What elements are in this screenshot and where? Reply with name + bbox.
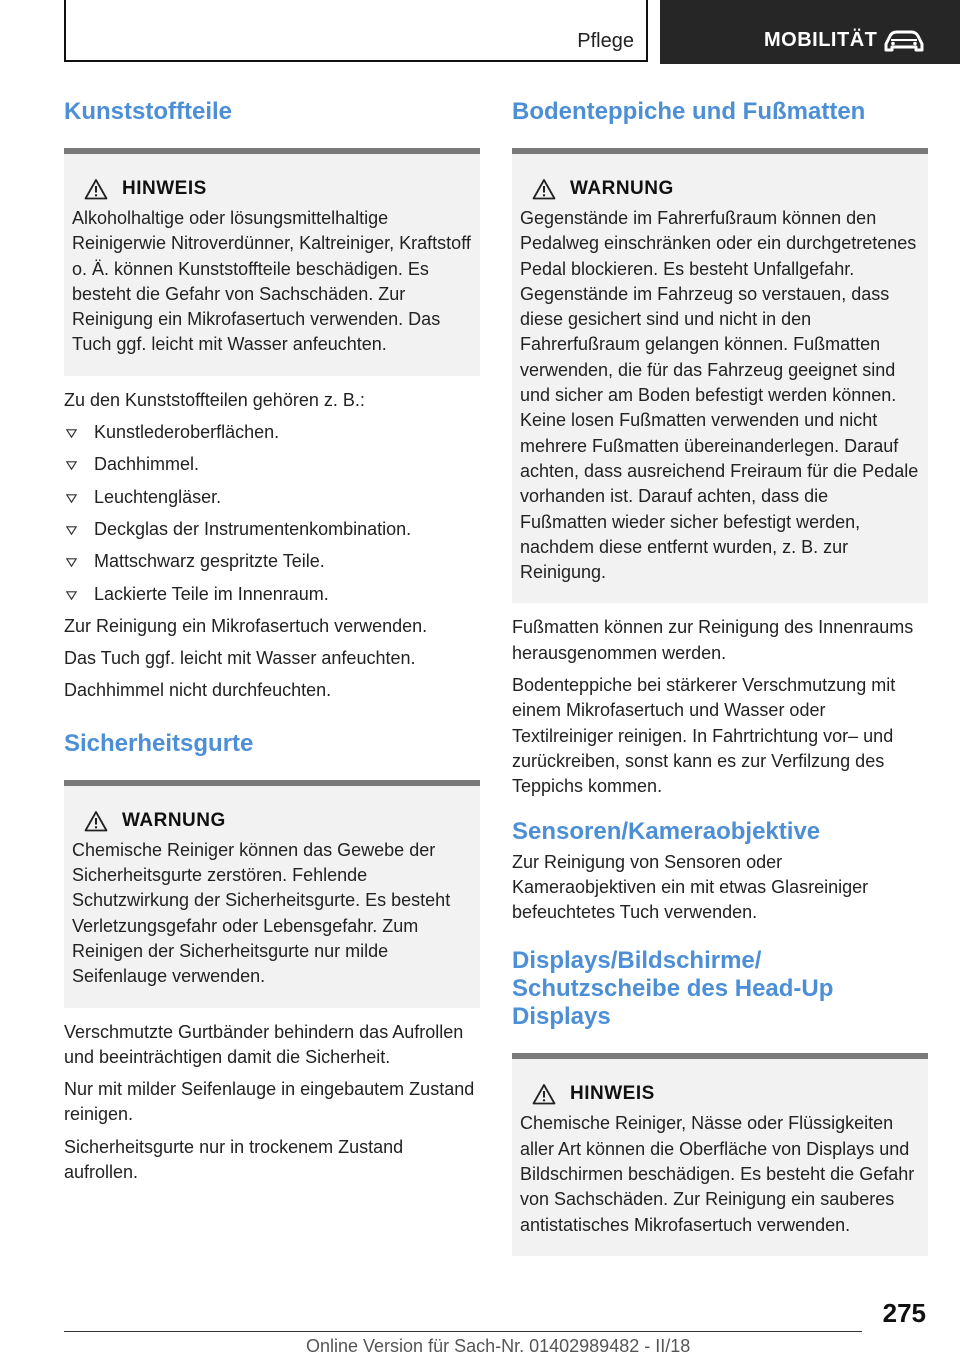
bullet-triangle-icon xyxy=(66,429,77,438)
notice-box xyxy=(512,1053,928,1255)
gurte-paragraph-2: Nur mit milder Seifenlauge in eingebautem Zustand reinigen. xyxy=(64,1079,475,1125)
bullet-triangle-icon xyxy=(66,558,77,567)
kunststoff-paragraph-3: Dachhimmel nicht durchfeuchten. xyxy=(64,680,332,701)
warning-triangle-icon xyxy=(532,178,556,200)
footer-text: Online Version für Sach-Nr. 01402989482 - II/18 xyxy=(306,1336,691,1356)
bullet-triangle-icon xyxy=(66,591,77,600)
notice-text: Chemische Reiniger, Nässe oder Flüssigkeiten aller Art können die Oberfläche von Displays und Bildschirmen beschädigen. Es besteht die Gefahr von Sachschäden. Zur Reinigung ein sauberes antistatisches Mikrofasertuch verwenden. xyxy=(520,1113,915,1235)
page-number: 275 xyxy=(882,1298,926,1328)
boden-paragraph-2: Bodenteppiche bei stärkerer Verschmutzung mit einem Mikrofasertuch und Wasser oder Textilreiniger reinigen. In Fahrtrichtung vor– und zurückreiben, sonst kann es zur Verfilzung des Teppichs kommen. xyxy=(512,675,896,797)
car-icon xyxy=(882,28,926,54)
list-item: Lackierte Teile im Innenraum. xyxy=(64,582,480,607)
right-column xyxy=(512,98,928,1268)
warning-triangle-icon xyxy=(532,1083,556,1105)
list-item: Kunstlederoberflächen. xyxy=(64,420,480,445)
section-title-sicherheitsgurte: Sicherheitsgurte xyxy=(64,729,254,757)
list-item: Leuchtengläser. xyxy=(64,485,480,510)
section-title-sensoren: Sensoren/Kameraobjektive xyxy=(512,817,821,845)
notice-label: HINWEIS xyxy=(122,178,207,199)
kunststoff-paragraph-1: Zur Reinigung ein Mikrofasertuch verwenden. xyxy=(64,615,428,636)
warning-box xyxy=(64,780,480,1008)
notice-label: HINWEIS xyxy=(570,1083,655,1105)
warning-box xyxy=(512,148,928,603)
header-section-tab xyxy=(64,0,648,62)
warning-label: WARNUNG xyxy=(122,809,226,831)
notice-text: Alkoholhaltige oder lösungsmittelhaltige Reinigerwie Nitroverdünner, Kaltreiniger, Kraftstoff o. Ä. können Kunststoffteile beschädigen. Es besteht die Gefahr von Sachschäden. Zur Reinigung ein Mikrofasertuch verwenden. Das Tuch ggf. leicht mit Wasser anfeuchten. xyxy=(72,208,471,355)
warning-triangle-icon xyxy=(84,810,108,832)
header-chapter-label: MOBILITÄT xyxy=(764,29,878,51)
boden-paragraph-1: Fußmatten können zur Reinigung des Innenraums herausgenommen werden. xyxy=(512,617,914,663)
gurte-paragraph-3: Sicherheitsgurte nur in trockenem Zustand aufrollen. xyxy=(64,1136,404,1183)
kunststoff-paragraph-2: Das Tuch ggf. leicht mit Wasser anfeuchten. xyxy=(64,648,416,669)
warning-triangle-icon xyxy=(84,178,108,200)
section-title-kunststoffteile: Kunststoffteile xyxy=(64,98,232,125)
bullet-triangle-icon xyxy=(66,461,77,470)
header-chapter-tab xyxy=(660,0,960,64)
notice-box xyxy=(64,148,480,376)
bullet-triangle-icon xyxy=(66,494,77,503)
warning-text: Gegenstände im Fahrerfußraum können den Pedalweg einschränken oder ein durchgetretenes Pedal blockieren. Es besteht Unfallgefahr. Gegenstände im Fahrzeug so verstauen, dass diese gesichert sind und nicht in den Fahrerfußraum gelangen können. Fußmatten verwenden, die für das Fahrzeug geeignet sind und sicher am Boden befestigt werden können. Keine losen Fußmatten verwenden und nicht mehrere Fußmatten übereinanderlegen. Darauf achten, dass ausreichend Freiraum für die Pedale vorhanden ist. Darauf achten, dass die Fußmatten wieder sicher befestigt werden, nachdem diese entfernt wurden, z. B. zur Reinigung. xyxy=(520,208,919,583)
header-section-label: Pflege xyxy=(577,30,634,52)
list-item: Deckglas der Instrumentenkombination. xyxy=(64,517,480,542)
bullet-triangle-icon xyxy=(66,526,77,535)
footer-divider xyxy=(64,1331,862,1332)
kunststoff-list xyxy=(64,420,480,607)
left-column xyxy=(64,98,480,1192)
list-item: Mattschwarz gespritzte Teile. xyxy=(64,549,480,574)
sensoren-paragraph: Zur Reinigung von Sensoren oder Kameraobjektiven ein mit etwas Glasreiniger befeuchtetes Tuch verwenden. xyxy=(512,851,869,923)
section-title-displays: Displays/Bildschirme/ Schutzscheibe des Head-Up Displays xyxy=(512,947,834,1031)
warning-label: WARNUNG xyxy=(570,178,674,199)
gurte-paragraph-1: Verschmutzte Gurtbänder behindern das Aufrollen und beeinträchtigen damit die Sicherheit. xyxy=(64,1021,464,1067)
section-title-bodenteppiche: Bodenteppiche und Fußmatten xyxy=(512,98,866,125)
list-item: Dachhimmel. xyxy=(64,452,480,477)
warning-text: Chemische Reiniger können das Gewebe der Sicherheitsgurte zerstören. Fehlende Schutzwirkung der Sicherheitsgurte. Es besteht Verletzungsgefahr oder Lebensgefahr. Zum Reinigen der Sicherheitsgurte nur milde Seifenlauge verwenden. xyxy=(72,839,451,987)
kunststoff-intro: Zu den Kunststoffteilen gehören z. B.: xyxy=(64,389,365,410)
